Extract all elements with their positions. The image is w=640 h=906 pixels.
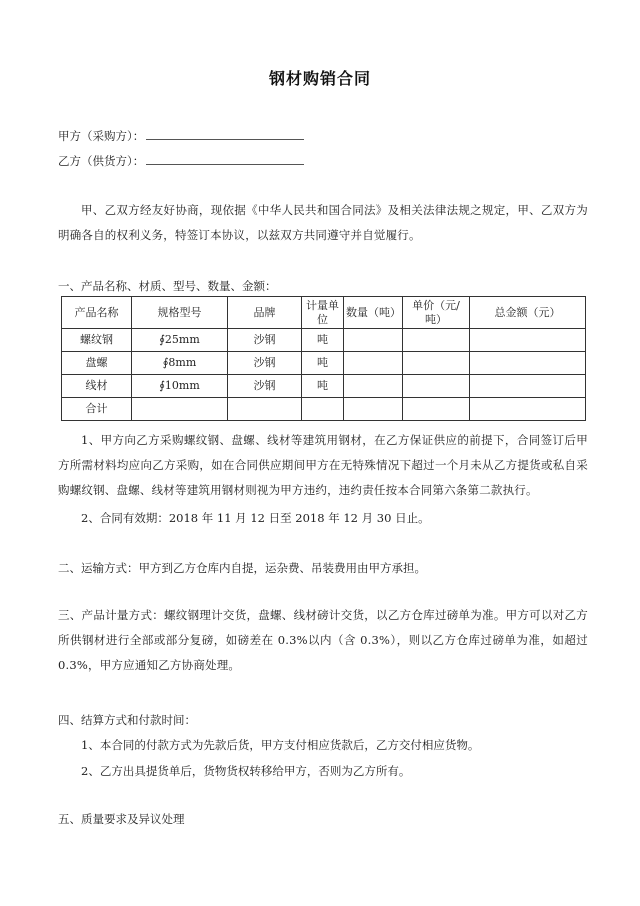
section-2-transport: 二、运输方式：甲方到乙方仓库内自提，运杂费、吊装费用由甲方承担。 (58, 561, 426, 575)
table-cell (470, 329, 586, 352)
table-cell (344, 398, 403, 421)
table-cell: 线材 (62, 375, 132, 398)
table-cell: 沙钢 (228, 375, 302, 398)
table-cell (403, 352, 470, 375)
section-1-clause-1: 1、甲方向乙方采购螺纹钢、盘螺、线材等建筑用钢材，在乙方保证供应的前提下，合同签订后甲方所需材料均应向乙方采购，如在合同供应期间甲方在无特殊情况下超过一个月未从乙方提货或私自采购螺纹钢、盘螺、线材等建筑用钢材则视为甲方违约，违约责任按本合同第六条第二款执行。 (58, 433, 588, 497)
table-header-cell: 计量单位 (302, 297, 344, 329)
section-5-heading: 五、质量要求及异议处理 (58, 812, 185, 826)
table-row (62, 329, 586, 352)
table-cell (132, 398, 228, 421)
table-cell (470, 398, 586, 421)
party-a-line (58, 127, 304, 144)
party-b-blank[interactable] (146, 152, 304, 165)
table-cell (228, 398, 302, 421)
party-b-label: 乙方（供货方）： (58, 154, 145, 168)
party-a-blank[interactable] (146, 127, 304, 140)
section-4-heading: 四、结算方式和付款时间： (58, 713, 196, 727)
table-cell: ∮25mm (132, 329, 228, 352)
table-cell: ∮10mm (132, 375, 228, 398)
intro-paragraph: 甲、乙双方经友好协商，现依据《中华人民共和国合同法》及相关法律法规之规定，甲、乙双方为明确各自的权利义务，特签订本协议，以兹双方共同遵守并自觉履行。 (58, 203, 588, 242)
table-cell (344, 352, 403, 375)
section-1-clause-2: 2、合同有效期：2018 年 11 月 12 日至 2018 年 12 月 30 日止。 (81, 511, 430, 525)
table-row (62, 375, 586, 398)
table-cell: 吨 (302, 352, 344, 375)
section-4-clause-2: 2、乙方出具提货单后，货物货权转移给甲方，否则为乙方所有。 (81, 764, 411, 778)
table-row (62, 352, 586, 375)
section-1-heading: 一、产品名称、材质、型号、数量、金额： (58, 279, 277, 293)
party-b-line (58, 152, 304, 169)
table-cell (470, 352, 586, 375)
table-cell: 沙钢 (228, 352, 302, 375)
table-cell: 沙钢 (228, 329, 302, 352)
table-cell (344, 375, 403, 398)
table-header-cell: 总金额（元） (470, 297, 586, 329)
party-a-label: 甲方（采购方）： (58, 129, 145, 143)
table-cell: 吨 (302, 329, 344, 352)
section-4-clause-1: 1、本合同的付款方式为先款后货，甲方支付相应货款后，乙方交付相应货物。 (81, 738, 480, 752)
table-header-row (62, 297, 586, 329)
table-header-cell: 品牌 (228, 297, 302, 329)
table-cell (470, 375, 586, 398)
table-cell (403, 329, 470, 352)
document-title: 钢材购销合同 (268, 69, 371, 88)
table-cell (403, 375, 470, 398)
table-cell: 合计 (62, 398, 132, 421)
table-cell: ∮8mm (132, 352, 228, 375)
table-cell: 螺纹钢 (62, 329, 132, 352)
table-total-row (62, 398, 586, 421)
table-cell: 吨 (302, 375, 344, 398)
table-cell: 盘螺 (62, 352, 132, 375)
section-3-measurement: 三、产品计量方式：螺纹钢理计交货，盘螺、线材磅计交货，以乙方仓库过磅单为准。甲方可以对乙方所供钢材进行全部或部分复磅，如磅差在 0.3%以内（含 0.3%），则以乙方仓库过磅单为准，如超过 0.3%，甲方应通知乙方协商处理。 (58, 608, 588, 672)
table-header-cell: 数量（吨） (344, 297, 403, 329)
table-cell (302, 398, 344, 421)
table-header-cell: 规格型号 (132, 297, 228, 329)
table-header-cell: 单价（元/吨） (403, 297, 470, 329)
table-cell (403, 398, 470, 421)
product-table (61, 296, 586, 421)
table-cell (344, 329, 403, 352)
table-header-cell: 产品名称 (62, 297, 132, 329)
